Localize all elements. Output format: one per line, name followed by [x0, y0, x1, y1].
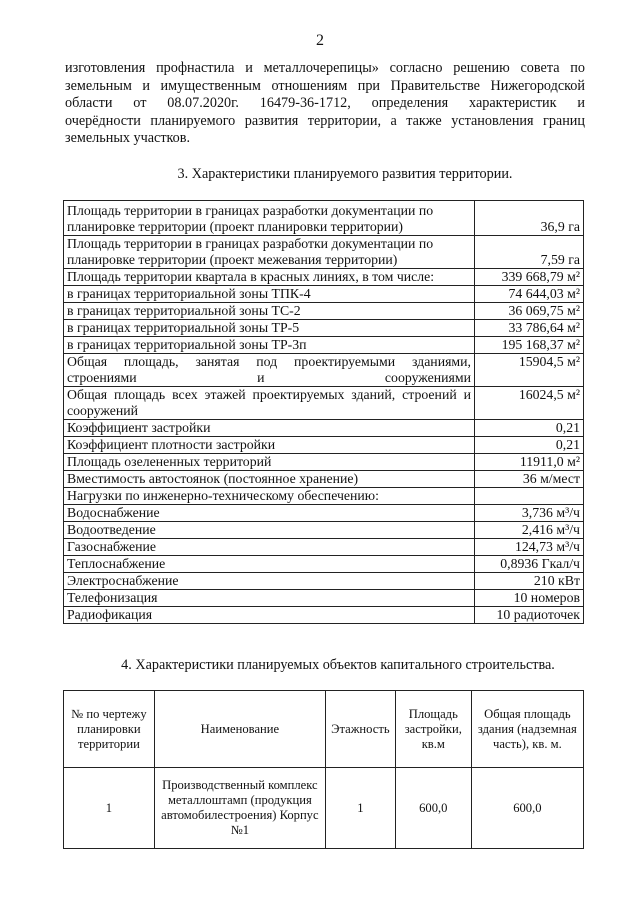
- row-value: 3,736 м³/ч: [475, 505, 584, 522]
- row-value: 36 069,75 м²: [475, 303, 584, 320]
- table-cell: 1: [325, 768, 395, 849]
- table-row: [64, 201, 584, 236]
- row-value: 195 168,37 м²: [475, 337, 584, 354]
- row-name: Водоотведение: [64, 522, 475, 539]
- row-name: Коэффициент застройки: [64, 420, 475, 437]
- row-name: Коэффициент плотности застройки: [64, 437, 475, 454]
- row-value: 36,9 га: [475, 201, 584, 236]
- table-row: [64, 539, 584, 556]
- table-cell: 600,0: [471, 768, 583, 849]
- intro-line: области от 08.07.2020г. 16479-36-1712, определения характеристик и: [65, 95, 585, 112]
- table-row: [64, 488, 584, 505]
- table-row: [64, 286, 584, 303]
- row-value: 7,59 га: [475, 236, 584, 269]
- table-row: [64, 607, 584, 624]
- table-row: [64, 236, 584, 269]
- row-name: в границах территориальной зоны ТПК-4: [64, 286, 475, 303]
- table-row: [64, 337, 584, 354]
- row-value: 210 кВт: [475, 573, 584, 590]
- row-name: Телефонизация: [64, 590, 475, 607]
- row-value: 74 644,03 м²: [475, 286, 584, 303]
- table-cell: 600,0: [395, 768, 471, 849]
- intro-paragraph: [65, 60, 585, 148]
- table-cell: 1: [64, 768, 155, 849]
- row-name-text: Общая площадь, занятая под проектируемыми зданиями, строениями и сооружениями: [67, 354, 471, 385]
- table-header-row: [64, 691, 584, 768]
- row-value: 10 номеров: [475, 590, 584, 607]
- intro-line: изготовления профнастила и металлочерепицы» согласно решению совета по: [65, 60, 585, 76]
- table-row: [64, 303, 584, 320]
- intro-line: земельных участков.: [65, 130, 191, 147]
- row-name: Радиофикация: [64, 607, 475, 624]
- table-row: [64, 420, 584, 437]
- table-row: [64, 556, 584, 573]
- header-cell: Площадь застройки, кв.м: [395, 691, 471, 768]
- table-row: [64, 320, 584, 337]
- row-value: 124,73 м³/ч: [475, 539, 584, 556]
- row-name: Площадь территории в границах разработки документации по планировке территории (проект планировки территории): [64, 201, 475, 236]
- header-cell: № по чертежу планировки территории: [64, 691, 155, 768]
- table-row: [64, 590, 584, 607]
- section-3-title: 3. Характеристики планируемого развития территории.: [177, 166, 513, 182]
- row-name: Электроснабжение: [64, 573, 475, 590]
- table-row: [64, 471, 584, 488]
- row-name: [64, 387, 475, 420]
- row-value: 0,8936 Гкал/ч: [475, 556, 584, 573]
- table-row: [64, 437, 584, 454]
- row-value: 11911,0 м²: [475, 454, 584, 471]
- row-value: 16024,5 м²: [475, 387, 584, 420]
- row-value: [475, 488, 584, 505]
- table-row: [64, 573, 584, 590]
- table-cell: Производственный комплекс металлоштамп (продукция автомобилестроения) Корпус №1: [154, 768, 325, 849]
- row-name: Водоснабжение: [64, 505, 475, 522]
- row-name: Газоснабжение: [64, 539, 475, 556]
- row-value: 339 668,79 м²: [475, 269, 584, 286]
- row-name: в границах территориальной зоны ТР-5: [64, 320, 475, 337]
- row-value: 0,21: [475, 437, 584, 454]
- table-row: [64, 505, 584, 522]
- row-value: 15904,5 м²: [475, 354, 584, 387]
- intro-line: земельным и имущественным отношениям при Правительстве Нижегородской: [65, 77, 585, 94]
- table-row: [64, 454, 584, 471]
- table-row: [64, 387, 584, 420]
- header-cell: Общая площадь здания (надземная часть), кв. м.: [471, 691, 583, 768]
- row-value: 10 радиоточек: [475, 607, 584, 624]
- row-name: Площадь территории квартала в красных линиях, в том числе:: [64, 269, 475, 286]
- row-name-text: Общая площадь всех этажей проектируемых зданий, строений и сооружений: [67, 387, 471, 418]
- row-value: 33 786,64 м²: [475, 320, 584, 337]
- row-name: Площадь территории в границах разработки документации по планировке территории (проект межевания территории): [64, 236, 475, 269]
- row-name: в границах территориальной зоны ТС-2: [64, 303, 475, 320]
- row-value: 0,21: [475, 420, 584, 437]
- characteristics-table: [63, 200, 584, 624]
- table-row: [64, 269, 584, 286]
- table-row: [64, 768, 584, 849]
- header-cell: Наименование: [154, 691, 325, 768]
- row-name: в границах территориальной зоны ТР-3п: [64, 337, 475, 354]
- table-row: [64, 354, 584, 387]
- row-name: Теплоснабжение: [64, 556, 475, 573]
- row-name: [64, 354, 475, 387]
- objects-table: [63, 690, 584, 849]
- section-4-title: 4. Характеристики планируемых объектов капитального строительства.: [121, 657, 555, 673]
- row-value: 2,416 м³/ч: [475, 522, 584, 539]
- header-cell: Этажность: [325, 691, 395, 768]
- intro-line: очерёдности планируемого развития территории, а также установления границ: [65, 112, 585, 129]
- row-name: Площадь озелененных территорий: [64, 454, 475, 471]
- row-name: Вместимость автостоянок (постоянное хранение): [64, 471, 475, 488]
- page-number: 2: [316, 32, 324, 49]
- table-row: [64, 522, 584, 539]
- row-name: Нагрузки по инженерно-техническому обеспечению:: [64, 488, 475, 505]
- row-value: 36 м/мест: [475, 471, 584, 488]
